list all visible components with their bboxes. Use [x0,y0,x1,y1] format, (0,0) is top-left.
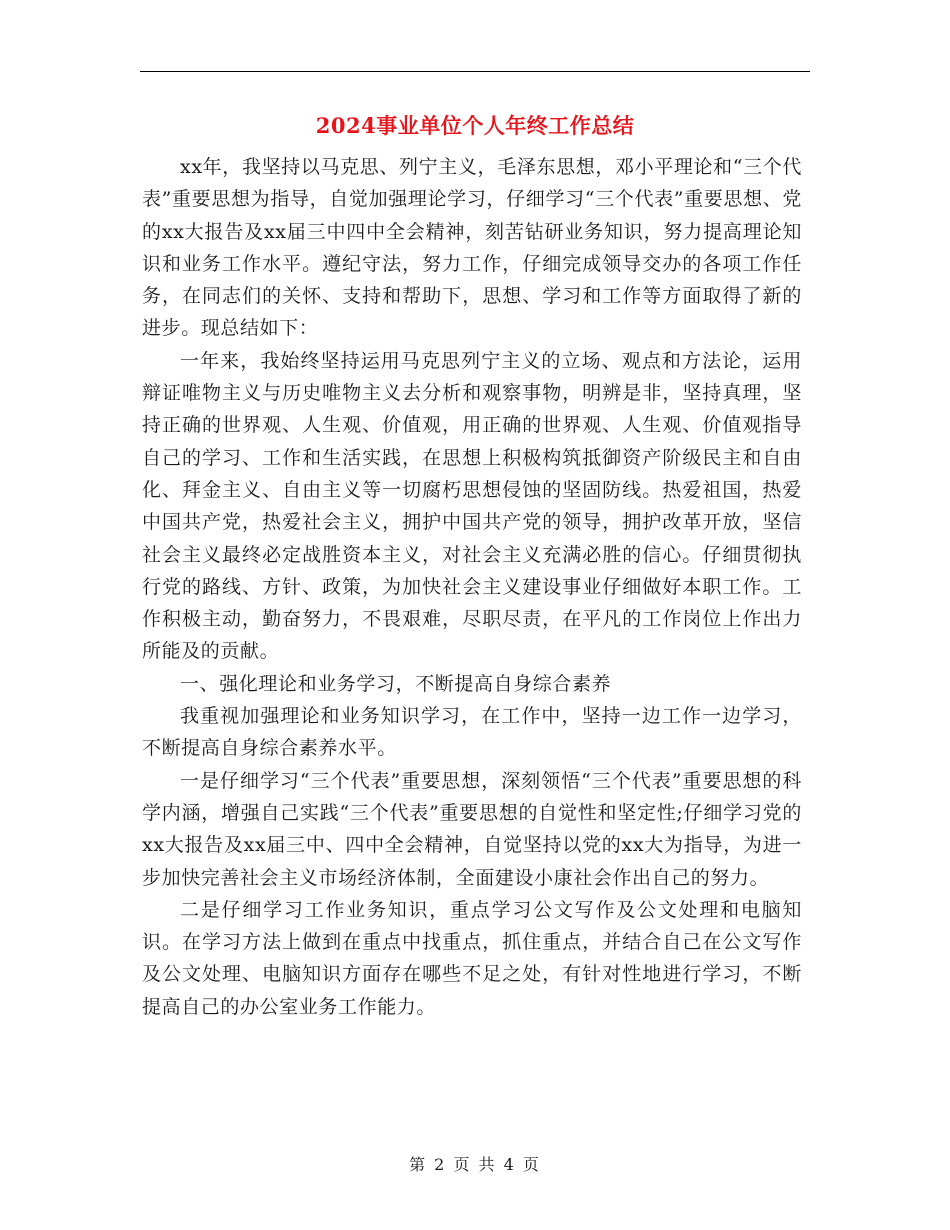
paragraph-study-overview: 我重视加强理论和业务知识学习，在工作中，坚持一边工作一边学习，不断提高自身综合素养水平。 [142,705,802,760]
paragraph-political-stance: 一年来，我始终坚持运用马克思列宁主义的立场、观点和方法论，运用辩证唯物主义与历史唯物主义去分析和观察事物，明辨是非，坚持真理，坚持正确的世界观、人生观、价值观，用正确的世界观、人生观、价值观指导自己的学习、工作和生活实践，在思想上积极构筑抵御资产阶级民主和自由化、拜金主义、自由主义等一切腐朽思想侵蚀的坚固防线。热爱祖国，热爱中国共产党，热爱社会主义，拥护中国共产党的领导，拥护改革开放，坚信社会主义最终必定战胜资本主义，对社会主义充满必胜的信心。仔细贯彻执行党的路线、方针、政策，为加快社会主义建设事业仔细做好本职工作。工作积极主动，勤奋努力，不畏艰难，尽职尽责，在平凡的工作岗位上作出力所能及的贡献。 [142,349,802,663]
section-heading-study: 一、强化理论和业务学习，不断提高自身综合素养 [180,672,612,695]
header-rule [140,71,810,72]
page-number-footer: 第 2 页 共 4 页 [409,1155,541,1174]
document-title: 2024事业单位个人年终工作总结 [315,113,635,138]
paragraph-study-theory: 一是仔细学习“三个代表”重要思想，深刻领悟“三个代表”重要思想的科学内涵，增强自己实践“三个代表”重要思想的自觉性和坚定性;仔细学习党的xx大报告及xx届三中、四中全会精神，自觉坚持以党的xx大为指导，为进一步加快完善社会主义市场经济体制，全面建设小康社会作出自己的努力。 [142,769,802,889]
paragraph-intro: xx年，我坚持以马克思、列宁主义，毛泽东思想，邓小平理论和“三个代表”重要思想为指导，自觉加强理论学习，仔细学习“三个代表”重要思想、党的xx大报告及xx届三中四中全会精神，刻苦钻研业务知识，努力提高理论知识和业务工作水平。遵纪守法，努力工作，仔细完成领导交办的各项工作任务，在同志们的关怀、支持和帮助下，思想、学习和工作等方面取得了新的进步。现总结如下： [142,156,802,340]
paragraph-study-business: 二是仔细学习工作业务知识，重点学习公文写作及公文处理和电脑知识。在学习方法上做到在重点中找重点，抓住重点，并结合自己在公文写作及公文处理、电脑知识方面存在哪些不足之处，有针对性地进行学习，不断提高自己的办公室业务工作能力。 [142,898,802,1018]
document-body [142,151,802,1023]
